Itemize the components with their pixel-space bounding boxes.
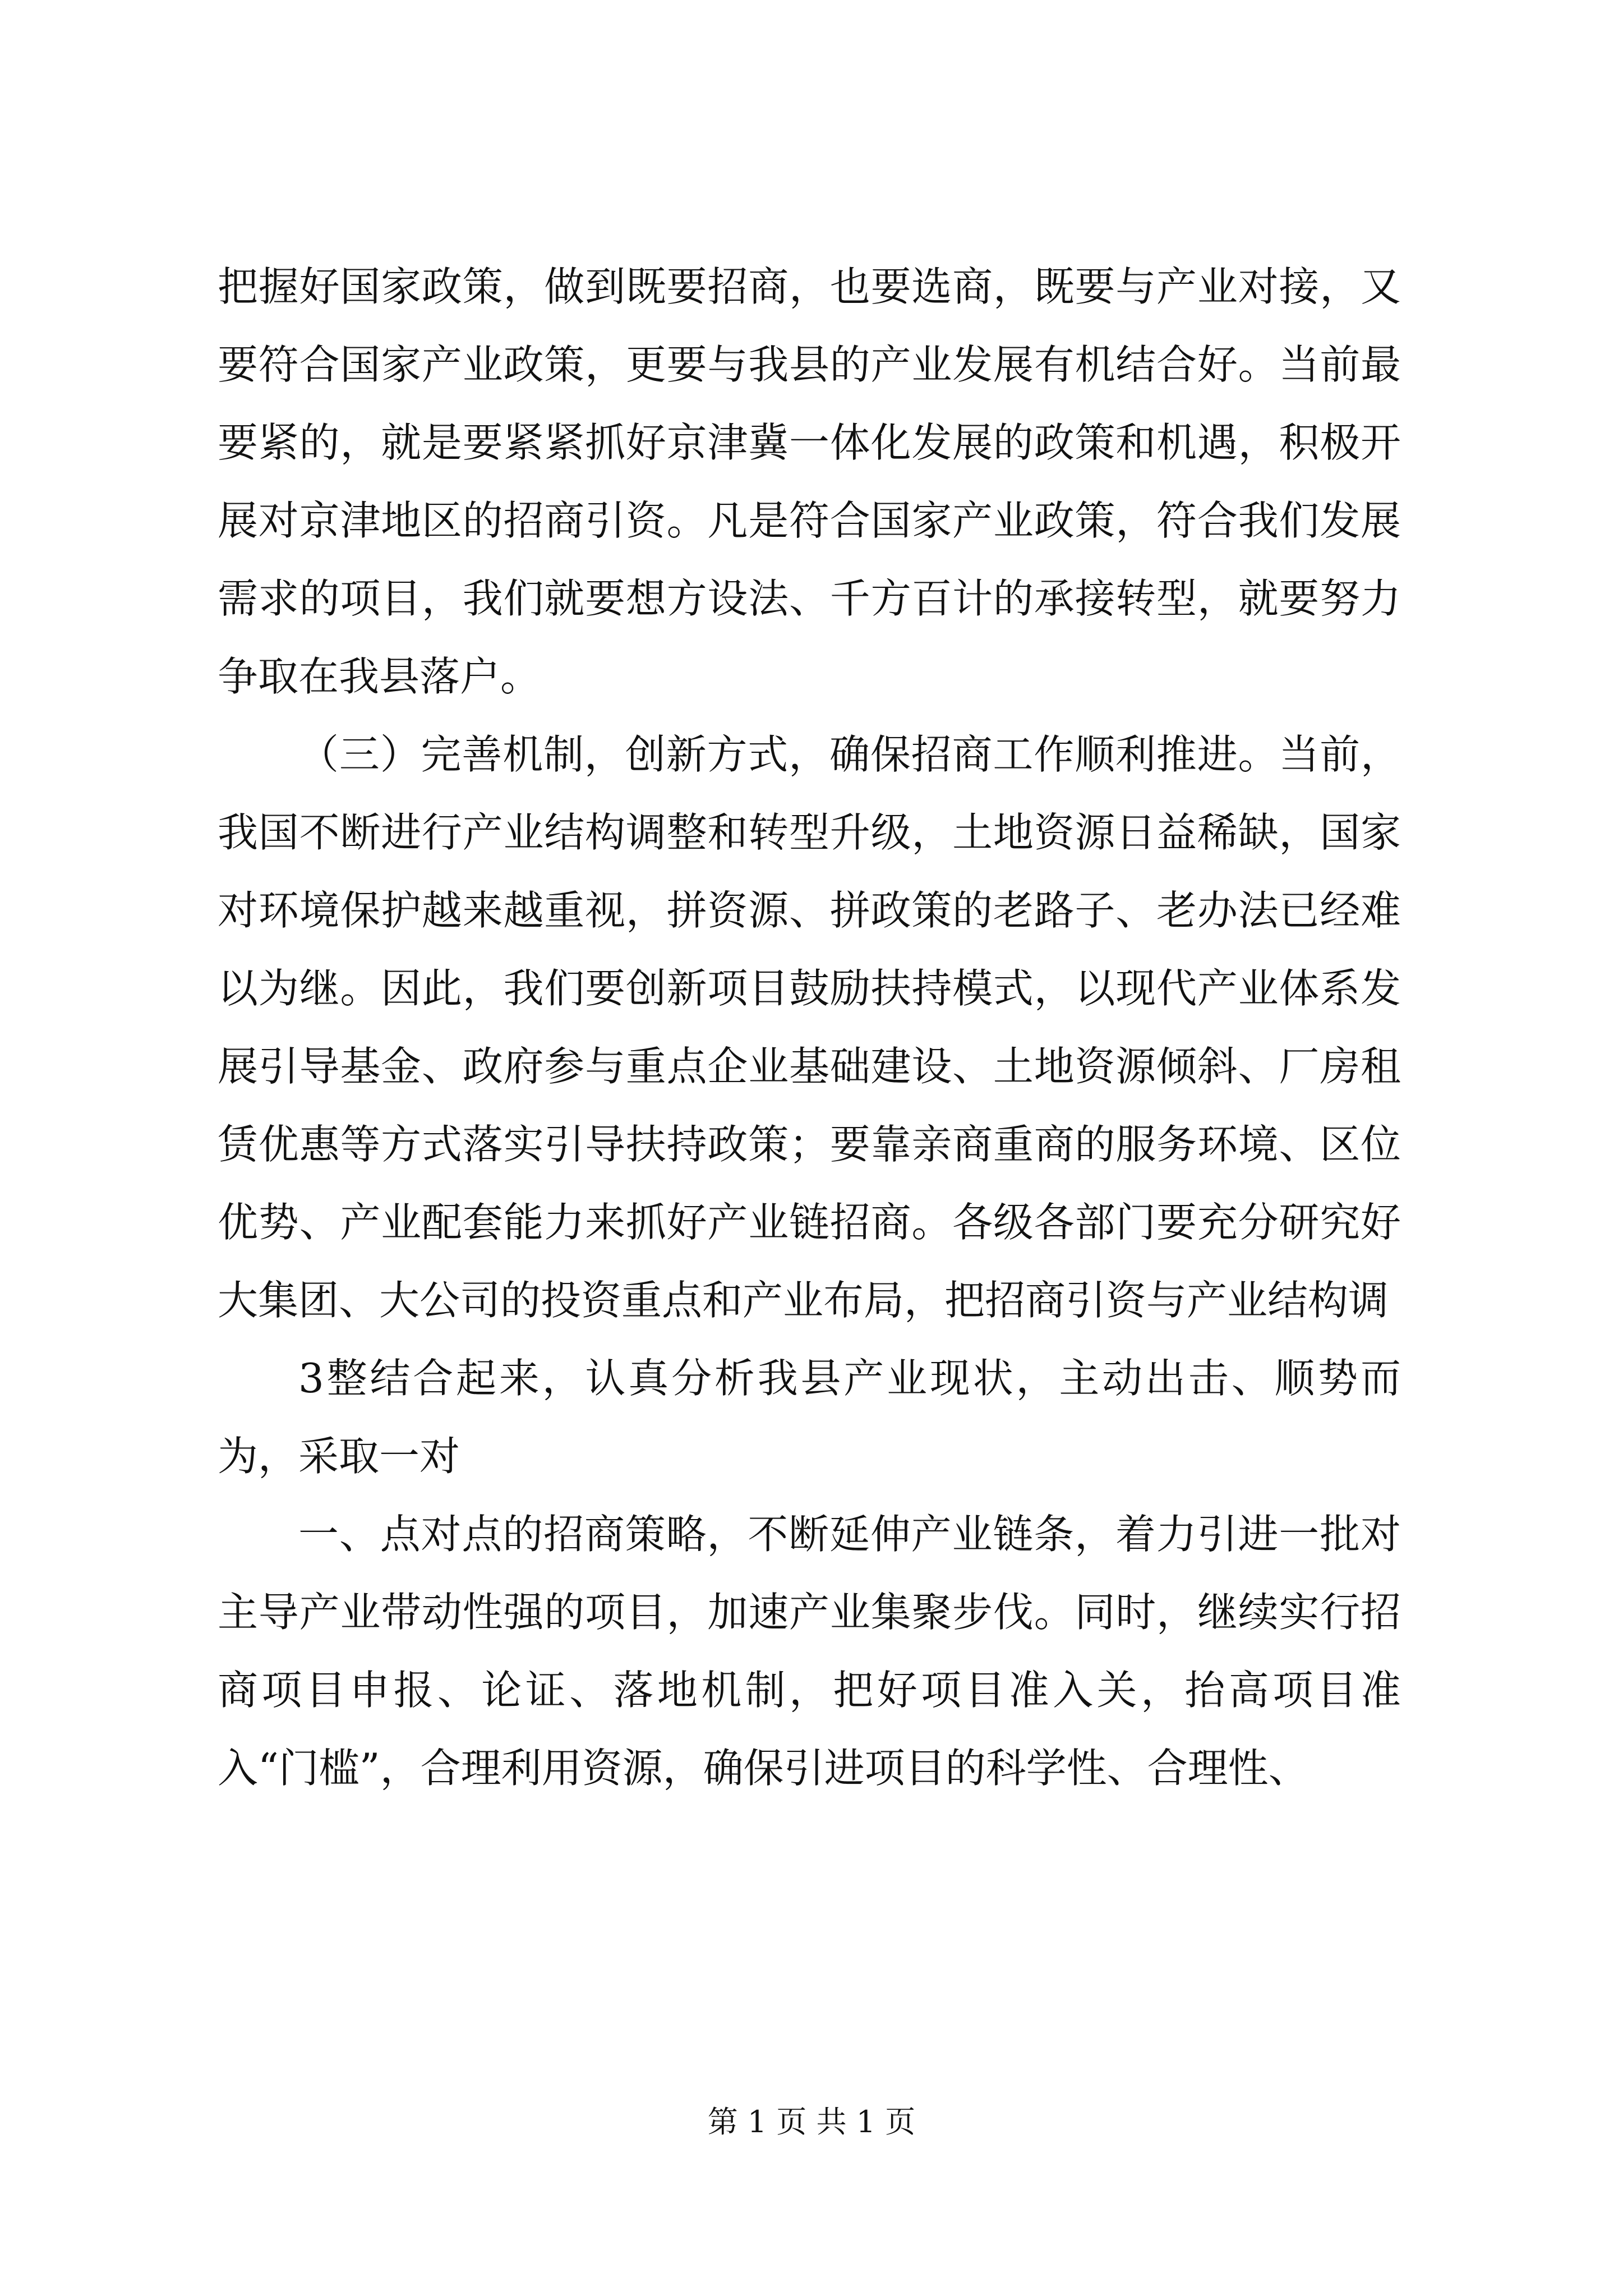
page-number-footer: 第 1 页 共 1 页	[707, 2104, 916, 2139]
paragraph-2: （三）完善机制，创新方式，确保招商工作顺利推进。当前，我国不断进行产业结构调整和转型升级，土地资源日益稀缺，国家对环境保护越来越重视，拼资源、拼政策的老路子、老办法已经难以为继。因此，我们要创新项目鼓励扶持模式，以现代产业体系发展引导基金、政府参与重点企业基础建设、土地资源倾斜、厂房租赁优惠等方式落实引导扶持政策；要靠亲商重商的服务环境、区位优势、产业配套能力来抓好产业链招商。各级各部门要充分研究好大集团、大公司的投资重点和产业布局，把招商引资与产业结构调	[218, 731, 1401, 1324]
paragraph-1: 把握好国家政策，做到既要招商，也要选商，既要与产业对接，又要符合国家产业政策，更要与我县的产业发展有机结合好。当前最要紧的，就是要紧紧抓好京津冀一体化发展的政策和机遇，积极开展对京津地区的招商引资。凡是符合国家产业政策，符合我们发展需求的项目，我们就要想方设法、千方百计的承接转型，就要努力争取在我县落户。	[218, 263, 1401, 700]
document-body	[218, 248, 1401, 1807]
paragraph-4: 一、点对点的招商策略，不断延伸产业链条，着力引进一批对主导产业带动性强的项目，加速产业集聚步伐。同时，继续实行招商项目申报、论证、落地机制，把好项目准入关，抬高项目准入“门槛”，合理利用资源，确保引进项目的科学性、合理性、	[218, 1511, 1401, 1792]
paragraph-3: 3整结合起来，认真分析我县产业现状，主动出击、顺势而为，采取一对	[218, 1355, 1401, 1480]
